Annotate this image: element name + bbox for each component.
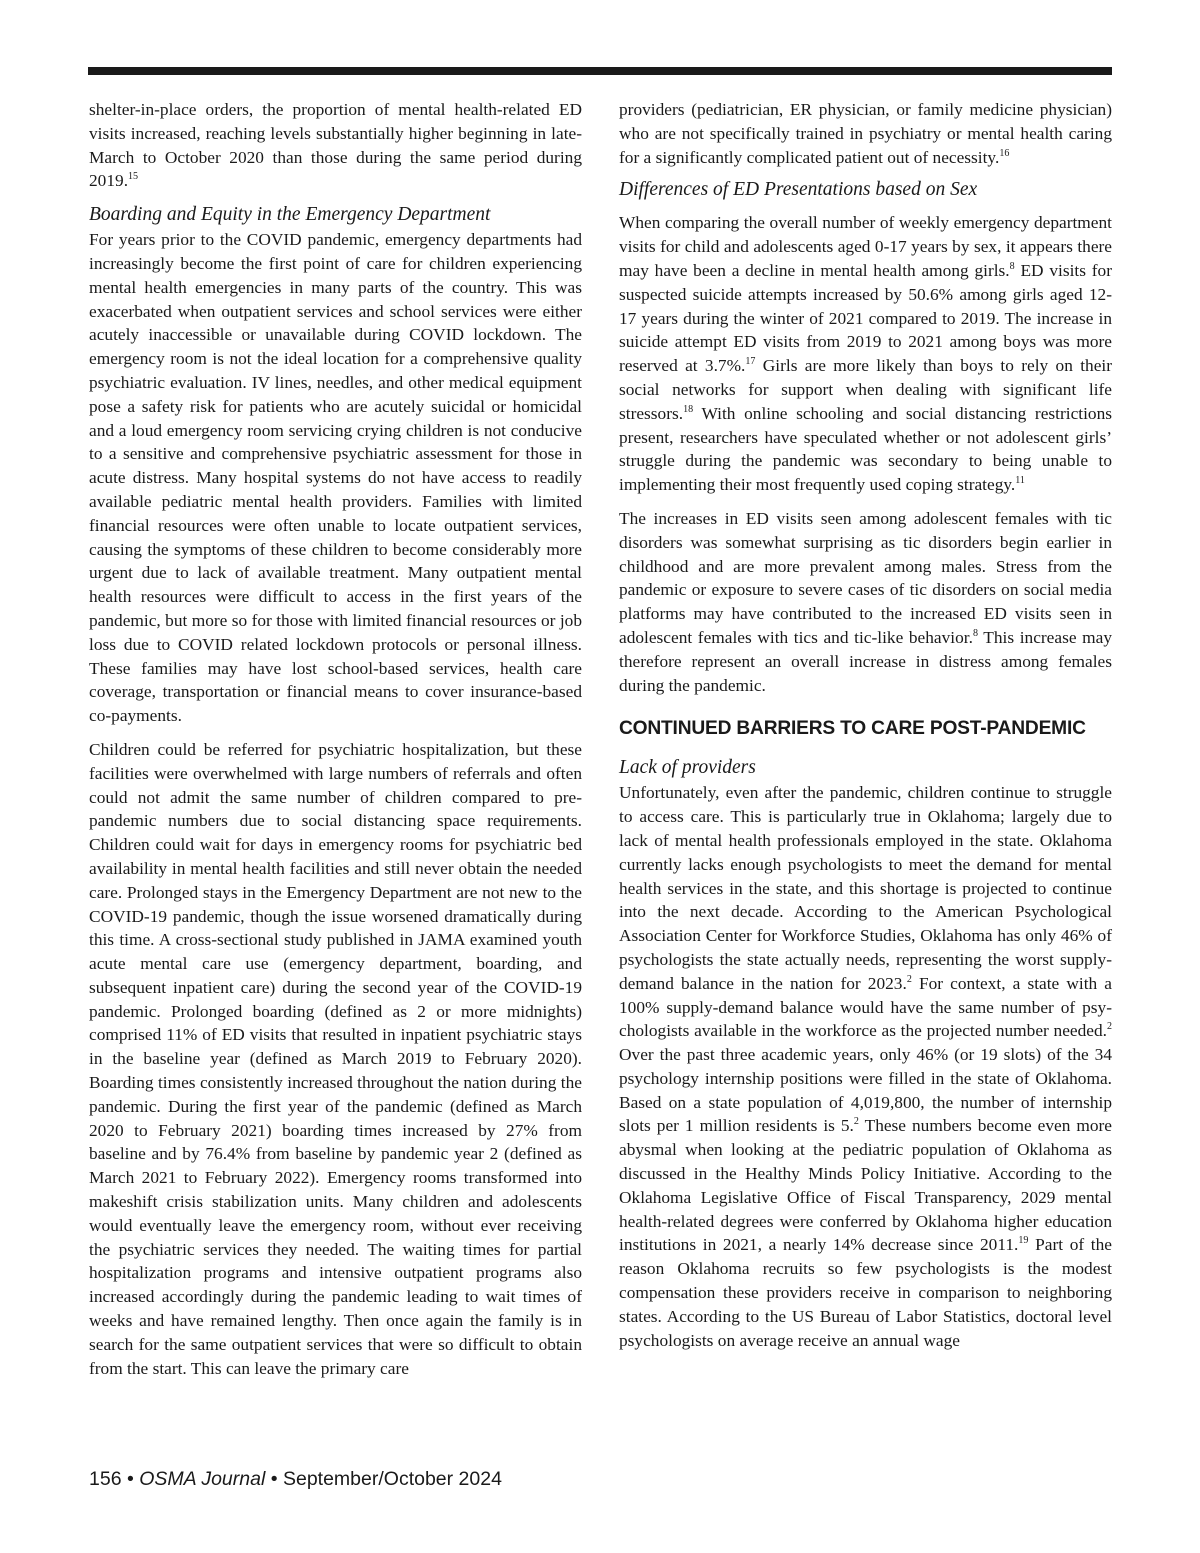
reference-number: 8: [972, 628, 978, 640]
paragraph: The increases in ED visits seen among adolescent females with tic disorders was somewhat surprising as tic disorders begin earlier in childhood and are more prevalent among males. Stress from the pandemic or exposure to severe cases of tic disorders on social media platforms may have contributed to the increased ED visits seen in adolescent females with tics and tic-like behavior.$^8$ This increase may therefore represent an overall increase in distress among females during the pandemic.: [619, 508, 1112, 695]
subheading-sex-differences: Differences of ED Presentations based on Sex: [619, 179, 978, 201]
journal-name: OSMA Journal: [139, 1468, 266, 1490]
paragraph: Unfortunately, even after the pandemic, children continue to struggle to access care. This is particularly true in Oklahoma; largely due to lack of mental health professionals employed in the state. Oklahoma currently lacks enough psychologists to meet the demand for mental health services in the state, and this shortage is projected to continue into the next decade. According to the American Psychological Association Center for Workforce Studies, Oklahoma has only 46% of psychologists the state actually needs, representing the worst supply-demand balance in the nation for 2023.$^2$ For context, a state with a 100% supply-demand balance would have the same number of psychologists available in the workforce as the projected number needed.$^2$ Over the past three academic years, only 46% (or 19 slots) of the 34 psychology internship positions were filled in the state of Oklahoma. Based on a state population of 4,019,800, the number of internship slots per 1 million residents is 5.$^2$ These numbers become even more abysmal when looking at the pediatric population of Oklahoma as discussed in the Healthy Minds Policy Initiative. According to the Oklahoma Legislative Office of Fiscal Transparency, 2029 mental health-related degrees were conferred by Oklahoma higher education institutions in 2021, a nearly 14% decrease since 2011.19 Part of the reason Oklahoma recruits so few psychologists is the modest compensation these providers receive in comparison to neighboring states. According to the US Bureau of Labor Statistics, doctoral level psychologists on average receive an annual wage: [619, 783, 1112, 1350]
subheading-lack-of-providers: Lack of providers: [619, 757, 756, 779]
footer-bullet: •: [126, 1468, 134, 1490]
issue-date: September/October 2024: [282, 1468, 502, 1490]
right-column: [619, 98, 1112, 1352]
reference-number: 8: [1009, 261, 1015, 273]
reference-number: 11: [1015, 475, 1025, 487]
page-footer: [89, 1466, 502, 1492]
top-rule: [88, 67, 1112, 75]
paragraph: When comparing the overall number of weekly emergency department visits for child and adolescents aged 0-17 years by sex, it appears there may have been a decline in mental health among girls.$^8$ ED visits for suspected suicide attempts increased by 50.6% among girls aged 12-17 years during the winter of 2021 compared to 2019. The increase in suicide attempt ED visits from 2019 to 2021 among boys was more reserved at 3.7%.$^{17}$ Girls are more likely than boys to rely on their social networks for support when dealing with significant life stressors.$^{18}$ With online schooling and social distancing restrictions present, researchers have speculated whether or not adolescent girls’ struggle during the pandemic was secondary to being unable to implementing their most frequently used coping strategy.$^{11}$: [619, 213, 1113, 495]
paragraph: For years prior to the COVID pandemic, emergency departments had increasingly become the first point of care for children experiencing mental health emergencies in many parts of the country. This was exacerbated when outpatient services and school services were either acutely inaccessible or unavailable during COVID lockdown. The emergency room is not the ideal location for a comprehensive quality psychiatric evaluation. IV lines, needles, and other medical equipment pose a safety risk for patients who are acutely suicidal or homicidal and a loud emergency room servicing crying children is not conducive to a sensitive and comprehensive psychiatric assessment for those in acute distress. Many hospital systems do not have access to readily available pediatric mental health providers. Families with limited financial resources were often unable to locate outpatient services, causing the symptoms of these children to become considerably more urgent due to lack of available treatment. Many outpatient mental health resources were difficult to access in the first years of the pandemic, but more so for those with limited financial resources or job loss due to COVID related lockdown protocols or personal illness. These families may have lost school-based services, health care coverage, transportation or financial means to cover insurance-based co-payments.: [89, 230, 582, 726]
left-column: [89, 98, 582, 1380]
paragraph: providers (pediatrician, ER physician, or family medicine physician) who are not specifically trained in psychiatry or mental health caring for a significantly complicated patient out of necessity.$^{16}$: [619, 100, 1112, 167]
paragraph: Children could be referred for psychiatric hospitalization, but these facilities were overwhelmed with large numbers of referrals and often could not admit the same number of children compared to pre-pandemic numbers due to social distancing space requirements. Children could wait for days in emergency rooms for psychiatric bed availability in mental health facilities and still never obtain the needed care. Prolonged stays in the Emergency Department are not new to the COVID-19 pandemic, though the issue worsened dramatically during this time. A cross-sectional study published in JAMA examined youth acute mental care use (emergency department, boarding, and subsequent inpatient care) during the second year of the COVID-19 pandemic. Prolonged boarding (defined as 2 or more midnights) comprised 11% of ED visits that resulted in inpatient psychiatric stays in the baseline year (defined as March 2019 to February 2020). Boarding times consistently increased throughout the nation during the pandemic. During the first year of the pandemic (defined as March 2020 to February 2021) boarding times increased by 27% from baseline and by 76.4% from baseline by pandemic year 2 (defined as March 2021 to February 2022). Emergency rooms transformed into makeshift crisis stabilization units. Many children and adolescents would eventually leave the emergency room, without ever receiving the psychiatric services they needed. The waiting times for partial hospitalization programs and intensive outpatient programs also increased accordingly during the pandemic leading to wait times of weeks and have remained lengthy. Then once again the family is in search for the same outpatient services that were so difficult to obtain from the start. This can leave the primary care: [89, 739, 582, 1378]
reference-number: 18: [683, 403, 694, 415]
reference-number: 16: [999, 147, 1010, 159]
paragraph: shelter-in-place orders, the proportion of mental health-related ED visits increased, reaching levels substantially higher beginning in late-March to October 2020 than those during the same period during 2019.15: [89, 100, 582, 191]
page-number: 156: [89, 1468, 122, 1490]
section-heading: CONTINUED BARRIERS TO CARE POST-PANDEMIC: [619, 718, 1086, 740]
reference-number: 15: [128, 171, 139, 183]
reference-number: 19: [1018, 1235, 1029, 1247]
subheading-boarding: Boarding and Equity in the Emergency Department: [89, 204, 491, 226]
reference-number: 2: [1106, 1021, 1112, 1033]
reference-number: 17: [745, 356, 756, 368]
reference-number: 2: [906, 973, 912, 985]
reference-number: 2: [853, 1116, 859, 1128]
footer-bullet: •: [270, 1468, 278, 1490]
